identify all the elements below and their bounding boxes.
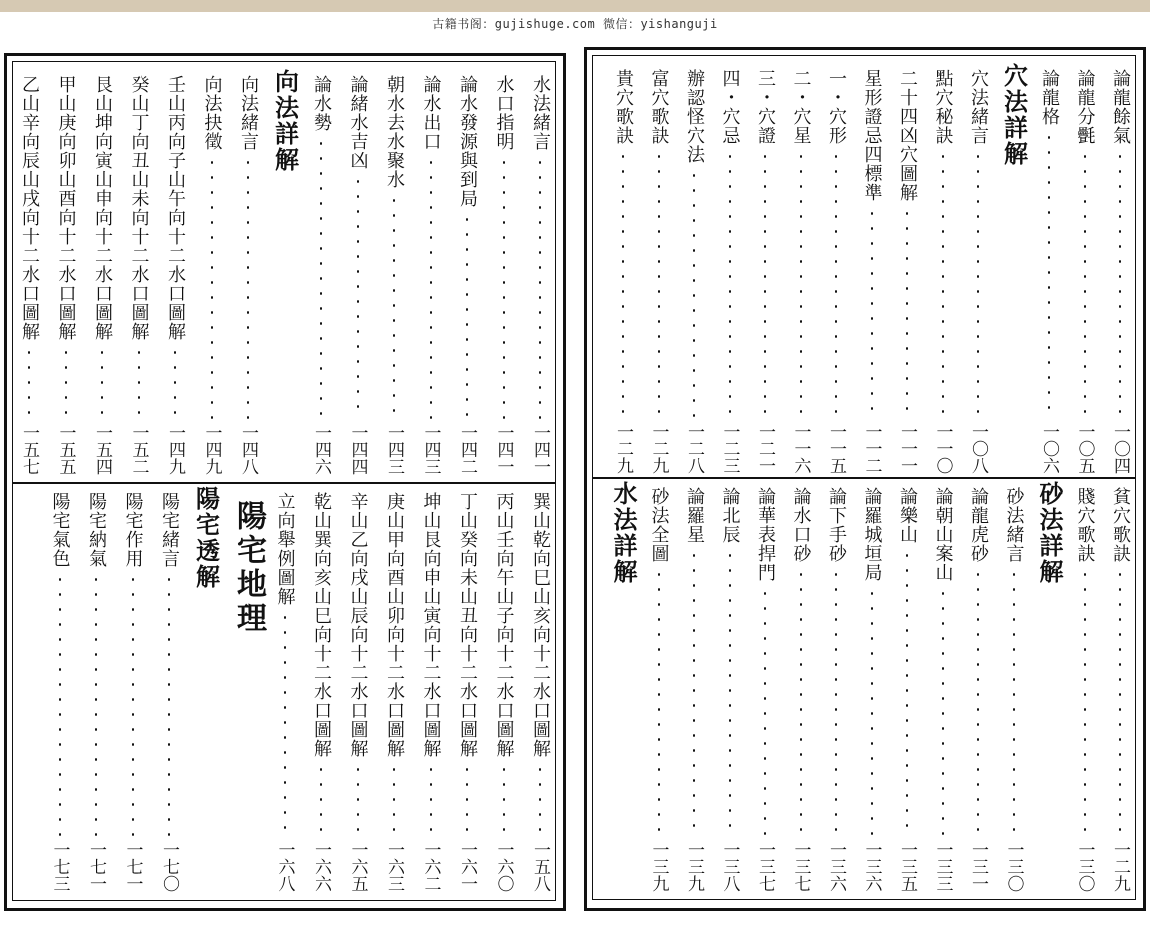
toc-page-number: 一一一: [897, 423, 917, 474]
toc-entry: [1102, 487, 1138, 892]
leader-dots: [430, 762, 432, 837]
toc-entry-title: 艮山坤向寅山申向十二水口圖解: [92, 75, 113, 341]
toc-page-number: 一二九: [613, 423, 633, 474]
toc-entry: [267, 492, 303, 892]
toc-entry: [340, 492, 376, 892]
leader-dots: [1084, 567, 1086, 837]
leader-dots: [539, 762, 541, 837]
toc-page-number: 一三〇: [1003, 841, 1024, 892]
toc-entry-title: 向法抉徵: [201, 75, 223, 151]
top-band: [0, 0, 1150, 12]
toc-page-number: 一三七: [755, 841, 775, 892]
leader-dots: [284, 610, 286, 837]
toc-entry-title: 星形證忌四標準: [861, 69, 883, 202]
toc-entry-title: 巽山乾向巳山亥向十二水口圖解: [530, 492, 551, 758]
toc-entry-title: 論朝山案山: [932, 487, 954, 582]
toc-entry-title: 四・穴忌: [719, 69, 741, 145]
toc-entry: [641, 487, 677, 892]
toc-entry-title: 穴法緒言: [968, 69, 989, 145]
toc-page-number: 一一二: [861, 423, 882, 474]
leader-dots: [132, 572, 134, 837]
toc-entry-title: 論羅星: [684, 487, 705, 544]
toc-entry: [413, 492, 449, 892]
toc-page-number: 一三五: [897, 841, 917, 892]
toc-entry: [818, 487, 854, 892]
toc-page-number: 一六六: [311, 841, 331, 892]
toc-page-number: 一六一: [457, 841, 477, 892]
toc-entry: [712, 487, 748, 892]
toc-entry-title: 論羅城垣局: [861, 487, 883, 582]
leader-dots: [59, 572, 61, 837]
section-heading: [1029, 481, 1069, 585]
toc-entry-title: 立向舉例圖解: [274, 492, 296, 606]
toc-entry-title: 論水口砂: [790, 487, 812, 563]
toc-entry-title: 甲山庚向卯山酉向十二水口圖解: [55, 75, 77, 341]
toc-entry: [522, 492, 558, 892]
toc-page-number: 一三一: [968, 841, 988, 892]
leader-dots: [871, 586, 873, 837]
toc-page-number: 一二三: [719, 423, 740, 474]
section-heading: [603, 481, 643, 585]
part-heading: [226, 500, 270, 636]
toc-page-number: 一〇五: [1074, 423, 1095, 474]
toc-entry-title: 一・穴形: [826, 69, 847, 145]
toc-entry: [42, 492, 78, 892]
toc-entry: [925, 487, 961, 892]
toc-page-number: 一五四: [92, 424, 112, 475]
toc-page-number: 一三〇: [1074, 841, 1095, 892]
toc-page-number: 一〇四: [1110, 423, 1130, 474]
toc-page-number: 一三九: [648, 841, 669, 892]
leader-dots: [764, 586, 766, 837]
toc-entry-title: 論龍分㲲: [1074, 69, 1096, 145]
toc-entry-title: 水法緒言: [530, 75, 551, 151]
toc-entry-title: 丙山壬向午山子向十二水口圖解: [493, 492, 515, 758]
toc-page-number: 一〇八: [968, 423, 988, 474]
toc-page-number: 一二九: [648, 423, 669, 474]
section-heading-text: 向法詳解: [270, 69, 300, 173]
toc-entry-title: 向法緒言: [238, 75, 259, 151]
toc-entry-title: 論樂山: [897, 487, 918, 544]
toc-entry: [449, 492, 485, 892]
leader-dots: [503, 762, 505, 837]
toc-entry: [78, 492, 114, 892]
toc-entry-title: 論龍虎砂: [968, 487, 989, 563]
toc-page-number: 一四二: [457, 424, 477, 475]
toc-page-number: 一二八: [684, 423, 704, 474]
toc-page-number: 一五八: [530, 841, 550, 892]
toc-entry-title: 論水出口: [420, 75, 442, 151]
toc-entry-title: 二十四凶穴圖解: [897, 69, 918, 202]
toc-entry-title: 陽宅氣色: [49, 492, 71, 568]
toc-entry-title: 陽宅作用: [122, 492, 144, 568]
toc-entry: [783, 487, 819, 892]
part-heading-text: 陽宅地理: [231, 500, 266, 636]
section-heading-text: 陽宅透解: [191, 486, 221, 590]
toc-page-number: 一六二: [420, 841, 441, 892]
toc-entry: [676, 487, 712, 892]
toc-page-number: 一二九: [1110, 841, 1130, 892]
toc-page-number: 一四四: [347, 424, 368, 475]
leader-dots: [1013, 567, 1015, 837]
toc-entry: [1067, 487, 1103, 892]
toc-entry-title: 論緒水吉凶: [347, 75, 369, 170]
leader-dots: [693, 548, 695, 837]
toc-entry-title: 二・穴星: [790, 69, 812, 145]
leader-dots: [835, 567, 837, 837]
leader-dots: [168, 572, 170, 837]
section-heading: [186, 486, 226, 590]
section-heading-text: 水法詳解: [609, 481, 638, 585]
leader-dots: [977, 567, 979, 837]
toc-entry-title: 論北辰: [719, 487, 741, 544]
toc-entry: [376, 492, 412, 892]
leader-dots: [1119, 567, 1121, 837]
toc-page-number: 一四八: [238, 424, 258, 475]
leader-dots: [658, 567, 660, 837]
leader-dots: [729, 548, 731, 837]
toc-entry: [960, 487, 996, 892]
toc-page-number: 一六八: [274, 841, 295, 892]
toc-entry-title: 辦認怪穴法: [684, 69, 705, 164]
toc-entry-title: 丁山癸向未山丑向十二水口圖解: [457, 492, 478, 758]
toc-entry: [303, 492, 339, 892]
toc-page-number: 一七一: [86, 841, 106, 892]
toc-entry-title: 賤穴歌訣: [1074, 487, 1096, 563]
leader-dots: [95, 572, 97, 837]
section-heading-text: 穴法詳解: [999, 63, 1029, 167]
toc-entry: [486, 492, 522, 892]
toc-entry-title: 坤山艮向申山寅向十二水口圖解: [420, 492, 442, 758]
section-heading-text: 砂法詳解: [1035, 481, 1064, 585]
toc-entry: [747, 487, 783, 892]
toc-entry-title: 朝水去水聚水: [384, 75, 405, 189]
toc-entry-title: 論水發源與到局: [457, 75, 478, 208]
toc-page-number: 一五二: [128, 424, 149, 475]
leader-dots: [320, 762, 322, 837]
toc-page-number: 一六五: [347, 841, 368, 892]
toc-entry-title: 壬山丙向子山午向十二水口圖解: [165, 75, 186, 341]
toc-entry-title: 庚山甲向酉山卯向十二水口圖解: [384, 492, 405, 758]
leader-dots: [942, 586, 944, 837]
left-page-bottom-section: [0, 45, 570, 915]
toc-page-number: 一五五: [55, 424, 76, 475]
leader-dots: [906, 548, 908, 837]
toc-entry-title: 水口指明: [493, 75, 515, 151]
toc-entry: [889, 487, 925, 892]
toc-page-number: 一二一: [755, 423, 775, 474]
toc-entry-title: 論龍格: [1039, 69, 1060, 126]
toc-entry: [996, 487, 1032, 892]
leader-dots: [466, 762, 468, 837]
toc-entry-title: 論下手砂: [826, 487, 847, 563]
toc-page-number: 一三六: [861, 841, 882, 892]
toc-entry: [115, 492, 151, 892]
toc-entry-title: 陽宅緒言: [159, 492, 180, 568]
toc-page-number: 一四三: [384, 424, 404, 475]
toc-entry-title: 砂法全圖: [648, 487, 670, 563]
toc-entry: [151, 492, 187, 892]
toc-entry-title: 乾山巽向亥山巳向十二水口圖解: [311, 492, 332, 758]
toc-page-number: 一三六: [826, 841, 846, 892]
toc-entry-title: 辛山乙向戌山辰向十二水口圖解: [347, 492, 369, 758]
toc-page-number: 一四九: [201, 424, 222, 475]
toc-page-number: 一六〇: [493, 841, 514, 892]
toc-page-number: 一三八: [719, 841, 740, 892]
leader-dots: [800, 567, 802, 837]
toc-page-number: 一〇六: [1039, 423, 1059, 474]
toc-entry-title: 陽宅納氣: [86, 492, 107, 568]
toc-page-number: 一四一: [530, 424, 550, 475]
toc-page-number: 一七三: [49, 841, 70, 892]
toc-entry-title: 論龍餘氣: [1110, 69, 1131, 145]
toc-entry-title: 論水勢: [311, 75, 332, 132]
toc-page-number: 一四九: [165, 424, 185, 475]
toc-page-number: 一四六: [311, 424, 331, 475]
toc-page-number: 一六三: [384, 841, 404, 892]
right-page: [580, 45, 1150, 915]
toc-entry-title: 論華表捍門: [755, 487, 776, 582]
toc-entry-title: 點穴秘訣: [932, 69, 954, 145]
leader-dots: [393, 762, 395, 837]
toc-page-number: 一四一: [493, 424, 514, 475]
toc-page-number: 一七〇: [159, 841, 179, 892]
toc-entry-title: 砂法緒言: [1003, 487, 1025, 563]
leader-dots: [357, 762, 359, 837]
toc-page-number: 一一五: [826, 423, 846, 474]
right-page-bottom-section: [580, 45, 1150, 915]
toc-entry-title: 貴穴歌訣: [613, 69, 634, 145]
toc-page-number: 一三七: [790, 841, 811, 892]
toc-page-number: 一三三: [932, 841, 953, 892]
toc-entry-title: 三・穴證: [755, 69, 776, 145]
toc-page-number: 一五七: [19, 424, 39, 475]
toc-entry-title: 癸山丁向丑山未向十二水口圖解: [128, 75, 150, 341]
toc-entry: [854, 487, 890, 892]
toc-entry-title: 富穴歌訣: [648, 69, 670, 145]
left-page: [0, 45, 570, 915]
toc-page-number: 一三九: [684, 841, 704, 892]
watermark: 古籍书阁：gujishuge.com 微信：yishanguji: [432, 17, 718, 31]
toc-page-number: 一四三: [420, 424, 441, 475]
toc-entry-title: 乙山辛向辰山戌向十二水口圖解: [19, 75, 40, 341]
toc-page-number: 一七一: [122, 841, 143, 892]
toc-page-number: 一一〇: [932, 423, 953, 474]
toc-entry-title: 貧穴歌訣: [1110, 487, 1131, 563]
toc-page-number: 一一六: [790, 423, 811, 474]
